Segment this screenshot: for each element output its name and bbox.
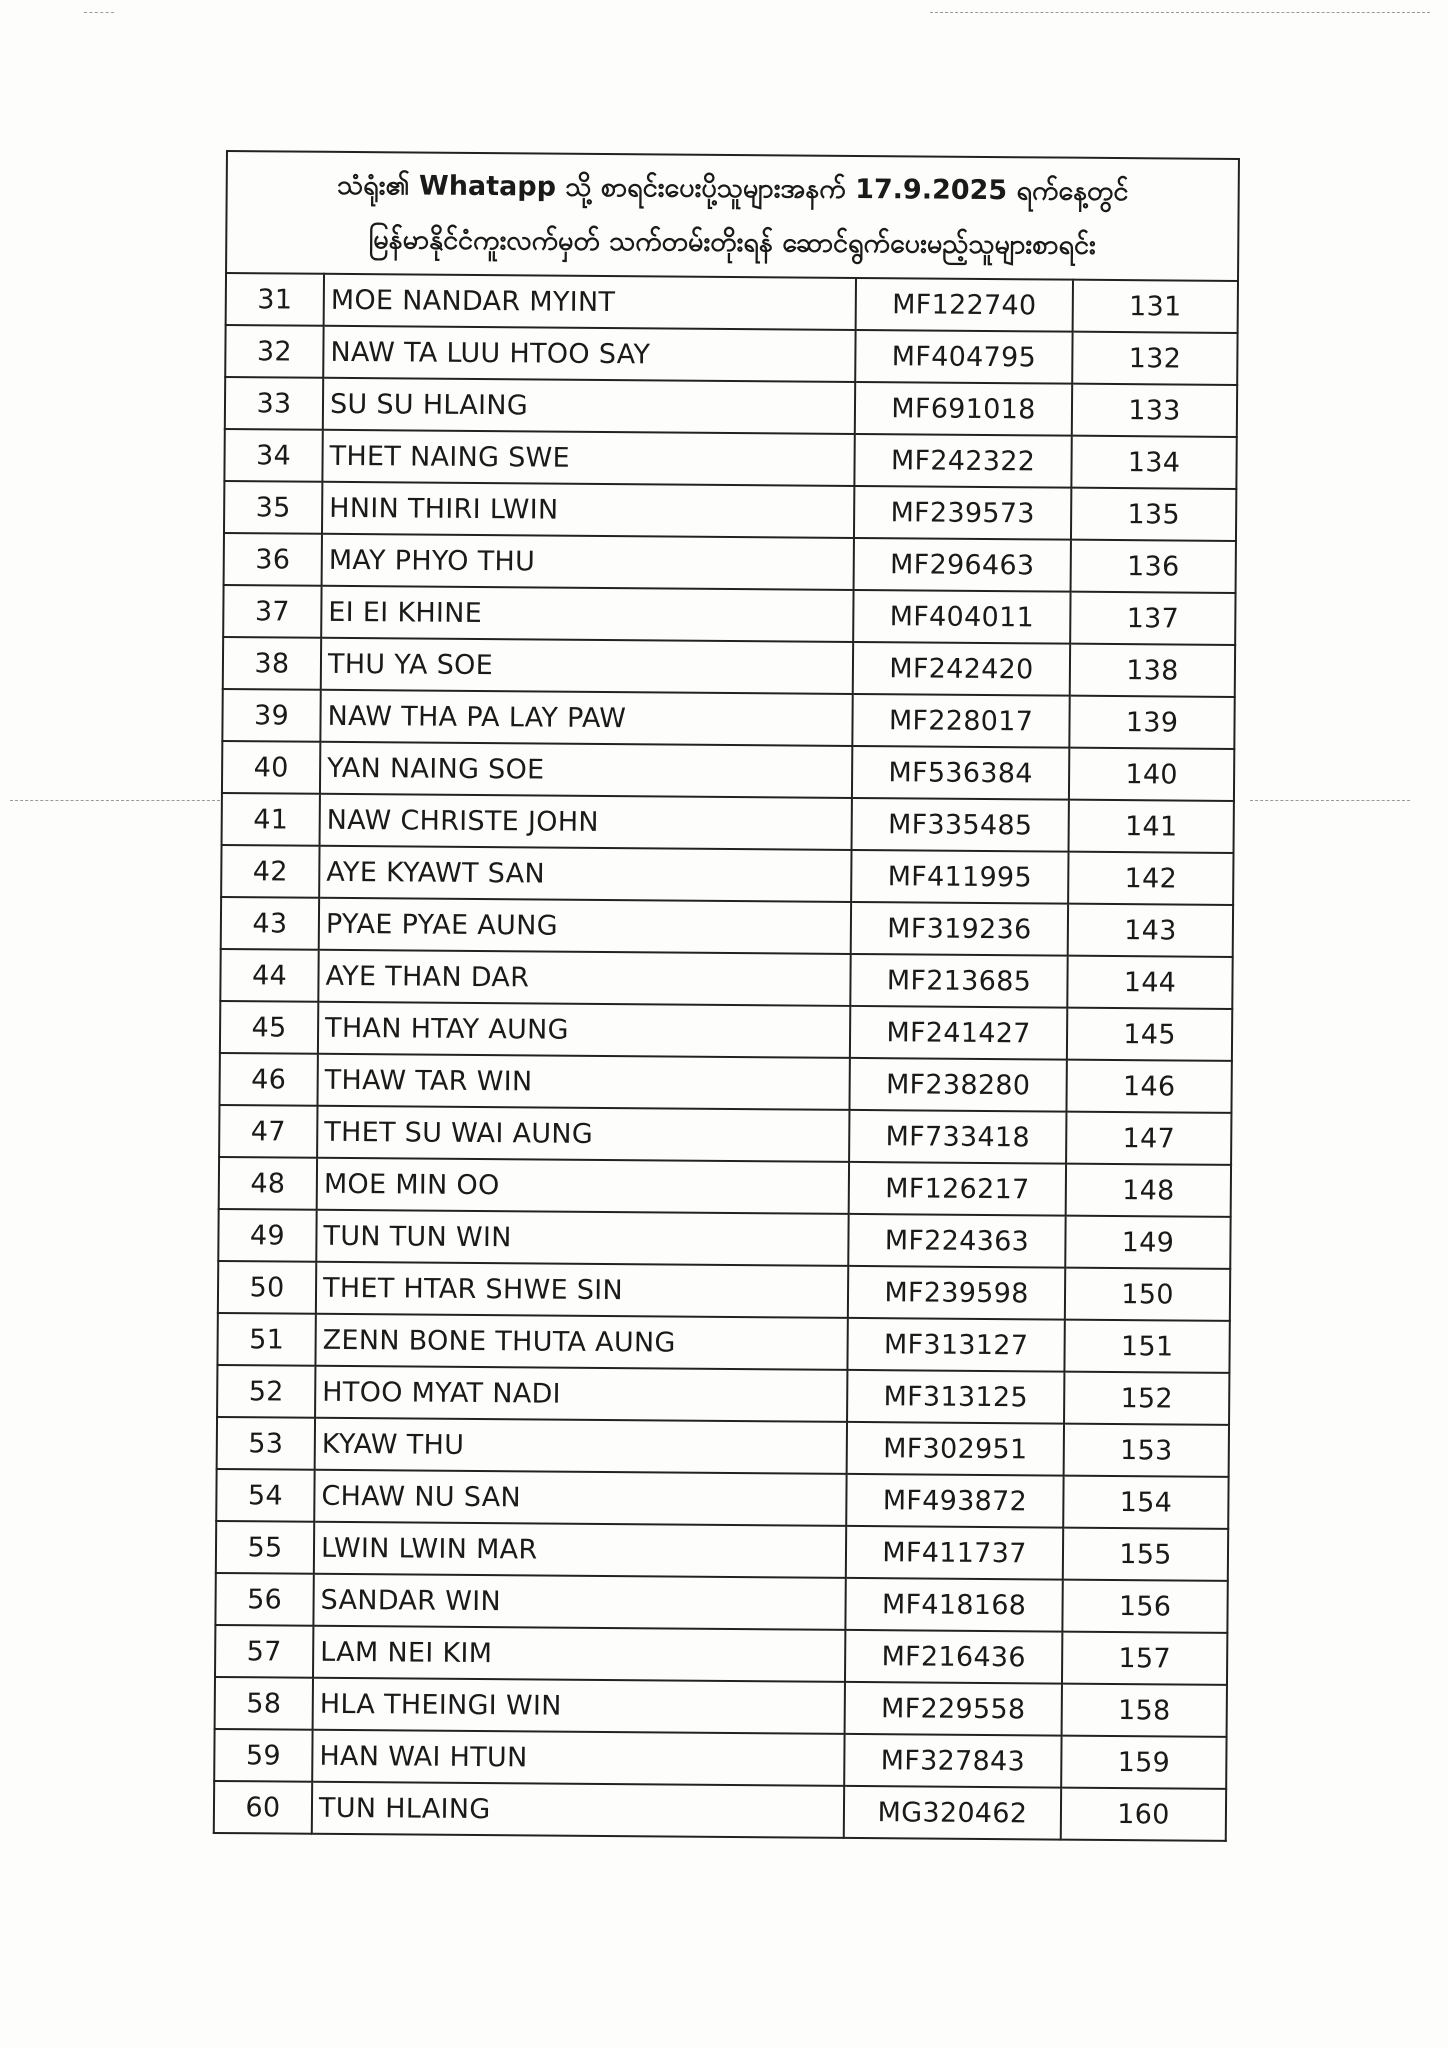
passport-number: MF239573 xyxy=(854,486,1071,540)
passport-number: MF229558 xyxy=(845,1682,1062,1736)
passport-number: MF335485 xyxy=(852,798,1069,852)
row-number: 32 xyxy=(225,325,323,378)
sequence-number: 139 xyxy=(1069,696,1234,749)
passport-number: MF216436 xyxy=(845,1630,1062,1684)
passport-number: MF224363 xyxy=(848,1214,1065,1268)
person-name: NAW THA PA LAY PAW xyxy=(320,690,852,746)
person-name: SANDAR WIN xyxy=(313,1574,845,1630)
table-row xyxy=(215,1573,1227,1633)
person-name: PYAE PYAE AUNG xyxy=(319,898,851,954)
row-number: 60 xyxy=(214,1781,312,1834)
passport-number: MF327843 xyxy=(844,1734,1061,1788)
row-number: 50 xyxy=(218,1261,316,1314)
row-number: 35 xyxy=(224,481,322,534)
passport-number: MF126217 xyxy=(849,1162,1066,1216)
sequence-number: 134 xyxy=(1071,436,1236,489)
title-line-2: မြန်မာနိုင်ငံကူးလက်မှတ် သက်တမ်းတိုးရန် ဆောင်ရွက်ပေးမည့်သူများစာရင်း xyxy=(368,224,1096,261)
passport-number: MF411737 xyxy=(846,1526,1063,1580)
passport-number: MF733418 xyxy=(849,1110,1066,1164)
person-name: HLA THEINGI WIN xyxy=(313,1678,845,1734)
table-header-row xyxy=(226,151,1239,281)
row-number: 33 xyxy=(225,377,323,430)
table-row xyxy=(215,1677,1227,1737)
sequence-number: 155 xyxy=(1063,1528,1228,1581)
row-number: 37 xyxy=(223,585,321,638)
row-number: 58 xyxy=(215,1677,313,1730)
person-name: THAN HTAY AUNG xyxy=(318,1002,850,1058)
person-name: HAN WAI HTUN xyxy=(312,1730,844,1786)
table-row xyxy=(224,533,1236,593)
scan-artifact-mid-right xyxy=(1250,800,1410,801)
person-name: NAW CHRISTE JOHN xyxy=(320,794,852,850)
table-row xyxy=(219,1053,1231,1113)
table-row xyxy=(214,1729,1226,1789)
person-name: HNIN THIRI LWIN xyxy=(322,482,854,538)
row-number: 41 xyxy=(222,793,320,846)
row-number: 39 xyxy=(222,689,320,742)
person-name: LAM NEI KIM xyxy=(313,1626,845,1682)
sequence-number: 144 xyxy=(1067,956,1232,1009)
row-number: 57 xyxy=(215,1625,313,1678)
table-row xyxy=(225,377,1237,437)
sequence-number: 147 xyxy=(1066,1112,1231,1165)
sequence-number: 152 xyxy=(1064,1372,1229,1425)
passport-number: MF296463 xyxy=(854,538,1071,592)
passport-number: MF228017 xyxy=(852,694,1069,748)
person-name: AYE KYAWT SAN xyxy=(319,846,851,902)
table-row xyxy=(221,845,1233,905)
table-row xyxy=(222,793,1234,853)
row-number: 46 xyxy=(219,1053,317,1106)
person-name: YAN NAING SOE xyxy=(320,742,852,798)
row-number: 48 xyxy=(219,1157,317,1210)
scan-artifact-top-right xyxy=(930,12,1430,13)
table-row xyxy=(217,1313,1229,1373)
sequence-number: 138 xyxy=(1070,644,1235,697)
table-row xyxy=(217,1417,1229,1477)
table-row xyxy=(225,325,1237,385)
sequence-number: 141 xyxy=(1069,800,1234,853)
passport-number: MF493872 xyxy=(846,1474,1063,1528)
person-name: LWIN LWIN MAR xyxy=(314,1522,846,1578)
sequence-number: 135 xyxy=(1071,488,1236,541)
person-name: MOE NANDAR MYINT xyxy=(324,274,856,330)
passport-number: MF536384 xyxy=(852,746,1069,800)
person-name: AYE THAN DAR xyxy=(318,950,850,1006)
row-number: 31 xyxy=(226,273,324,326)
person-name: SU SU HLAING xyxy=(323,378,855,434)
passport-number: MF242322 xyxy=(854,434,1071,488)
sequence-number: 137 xyxy=(1070,592,1235,645)
passport-number: MG320462 xyxy=(844,1786,1061,1840)
table-row xyxy=(219,1105,1231,1165)
person-name: THET NAING SWE xyxy=(322,430,854,486)
table-row xyxy=(223,585,1235,645)
sequence-number: 157 xyxy=(1062,1632,1227,1685)
sequence-number: 133 xyxy=(1072,384,1237,437)
person-name: MOE MIN OO xyxy=(317,1158,849,1214)
sequence-number: 145 xyxy=(1067,1008,1232,1061)
sequence-number: 151 xyxy=(1064,1320,1229,1373)
row-number: 52 xyxy=(217,1365,315,1418)
sequence-number: 140 xyxy=(1069,748,1234,801)
person-name: NAW TA LUU HTOO SAY xyxy=(323,326,855,382)
row-number: 47 xyxy=(219,1105,317,1158)
person-name: TUN TUN WIN xyxy=(316,1210,848,1266)
passport-number: MF691018 xyxy=(855,382,1072,436)
table-row xyxy=(226,273,1238,333)
row-number: 40 xyxy=(222,741,320,794)
row-number: 54 xyxy=(216,1469,314,1522)
scan-artifact-top-left xyxy=(84,12,114,13)
table-row xyxy=(220,949,1232,1009)
person-name: THET SU WAI AUNG xyxy=(317,1106,849,1162)
table-row xyxy=(219,1157,1231,1217)
person-name: MAY PHYO THU xyxy=(322,534,854,590)
sequence-number: 160 xyxy=(1061,1788,1226,1841)
table-row xyxy=(223,637,1235,697)
person-name: HTOO MYAT NADI xyxy=(315,1366,847,1422)
passport-number: MF313125 xyxy=(847,1370,1064,1424)
sequence-number: 143 xyxy=(1068,904,1233,957)
passport-number: MF404795 xyxy=(855,330,1072,384)
title-line-1: သံရုံး၏ Whatapp သို့ စာရင်းပေးပို့သူများအနက် 17.9.2025 ရက်နေ့တွင် xyxy=(336,169,1129,208)
passport-number: MF313127 xyxy=(847,1318,1064,1372)
table-title xyxy=(226,151,1239,281)
table-row xyxy=(222,689,1234,749)
sequence-number: 153 xyxy=(1064,1424,1229,1477)
row-number: 34 xyxy=(224,429,322,482)
row-number: 44 xyxy=(220,949,318,1002)
table-body xyxy=(214,273,1238,1841)
passport-number: MF122740 xyxy=(856,278,1073,332)
row-number: 55 xyxy=(216,1521,314,1574)
person-name: THAW TAR WIN xyxy=(317,1054,849,1110)
sequence-number: 136 xyxy=(1071,540,1236,593)
person-name: KYAW THU xyxy=(315,1418,847,1474)
row-number: 42 xyxy=(221,845,319,898)
passport-number: MF241427 xyxy=(850,1006,1067,1060)
table-row xyxy=(224,481,1236,541)
sequence-number: 149 xyxy=(1065,1216,1230,1269)
table-row xyxy=(221,897,1233,957)
table-row xyxy=(215,1625,1227,1685)
sequence-number: 154 xyxy=(1063,1476,1228,1529)
sequence-number: 150 xyxy=(1065,1268,1230,1321)
scan-artifact-mid-left xyxy=(10,800,220,801)
passport-number: MF418168 xyxy=(845,1578,1062,1632)
passport-number: MF239598 xyxy=(848,1266,1065,1320)
sequence-number: 146 xyxy=(1066,1060,1231,1113)
table-row xyxy=(214,1781,1226,1841)
sequence-number: 132 xyxy=(1072,332,1237,385)
row-number: 53 xyxy=(217,1417,315,1470)
passport-renewal-table xyxy=(213,150,1240,1842)
table-row xyxy=(217,1365,1229,1425)
sequence-number: 159 xyxy=(1061,1736,1226,1789)
row-number: 59 xyxy=(214,1729,312,1782)
sequence-number: 158 xyxy=(1062,1684,1227,1737)
row-number: 45 xyxy=(220,1001,318,1054)
passport-number: MF242420 xyxy=(853,642,1070,696)
sequence-number: 148 xyxy=(1066,1164,1231,1217)
row-number: 43 xyxy=(221,897,319,950)
person-name: CHAW NU SAN xyxy=(314,1470,846,1526)
row-number: 38 xyxy=(223,637,321,690)
sequence-number: 156 xyxy=(1062,1580,1227,1633)
sequence-number: 142 xyxy=(1068,852,1233,905)
table-row xyxy=(218,1261,1230,1321)
passport-number: MF238280 xyxy=(849,1058,1066,1112)
row-number: 56 xyxy=(215,1573,313,1626)
passport-number: MF319236 xyxy=(851,902,1068,956)
passport-number: MF213685 xyxy=(850,954,1067,1008)
passport-number: MF404011 xyxy=(853,590,1070,644)
person-name: ZENN BONE THUTA AUNG xyxy=(315,1314,847,1370)
row-number: 36 xyxy=(224,533,322,586)
table-row xyxy=(222,741,1234,801)
row-number: 49 xyxy=(218,1209,316,1262)
document-sheet xyxy=(213,150,1238,1842)
sequence-number: 131 xyxy=(1073,280,1238,333)
table-row xyxy=(218,1209,1230,1269)
table-row xyxy=(216,1521,1228,1581)
person-name: THU YA SOE xyxy=(321,638,853,694)
passport-number: MF411995 xyxy=(851,850,1068,904)
table-row xyxy=(220,1001,1232,1061)
passport-number: MF302951 xyxy=(847,1422,1064,1476)
row-number: 51 xyxy=(217,1313,315,1366)
table-row xyxy=(216,1469,1228,1529)
table-row xyxy=(224,429,1236,489)
person-name: THET HTAR SHWE SIN xyxy=(316,1262,848,1318)
person-name: TUN HLAING xyxy=(312,1782,844,1838)
person-name: EI EI KHINE xyxy=(321,586,853,642)
